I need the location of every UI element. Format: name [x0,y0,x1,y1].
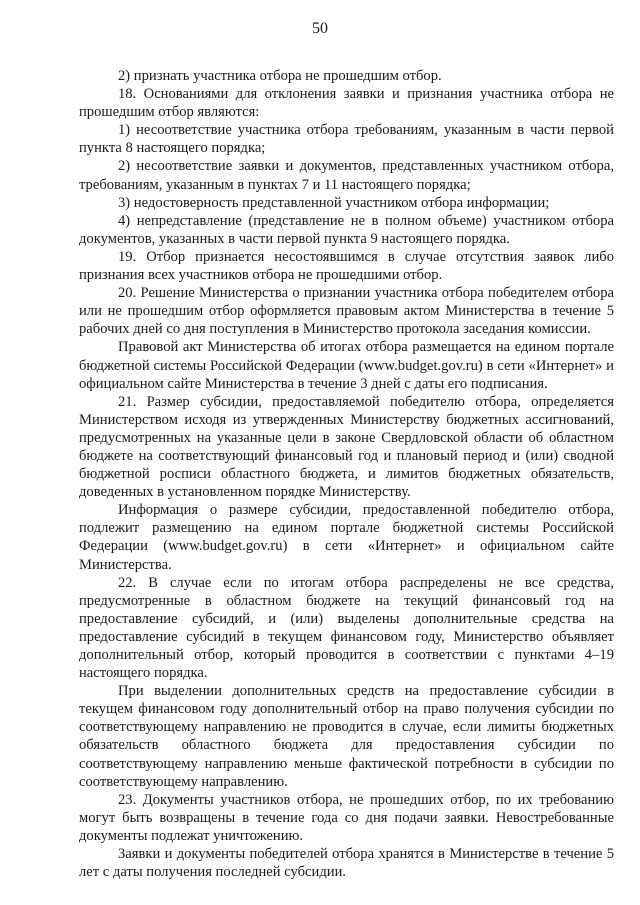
paragraph: Информация о размере субсидии, предоставленной победителю отбора, подлежит размещению на едином портале бюджетной системы Российской Федерации (www.budget.gov.ru) в сети «Интернет» и официальном сайте Министерства. [79,502,614,573]
paragraph: 4) непредставление (представление не в полном объеме) участником отбора документов, указанных в части первой пункта 9 настоящего порядка. [79,212,614,247]
document-body [79,67,614,881]
paragraph: 20. Решение Министерства о признании участника отбора победителем отбора или не прошедшим отбор оформляется правовым актом Министерства в течение 5 рабочих дней со дня поступления в Министерство протокола заседания комиссии. [79,285,614,338]
paragraph: 21. Размер субсидии, предоставляемой победителю отбора, определяется Министерством исходя из утвержденных Министерству бюджетных ассигнований, предусмотренных на указанные цели в законе Свердловской области об областном бюджете на соответствующий финансовый год и плановый период и (или) сводной бюджетной росписи областного бюджета, и лимитов бюджетных обязательств, доведенных в установленном порядке Министерству. [79,393,614,501]
paragraph: Правовой акт Министерства об итогах отбора размещается на едином портале бюджетной системы Российской Федерации (www.budget.gov.ru) в сети «Интернет» и официальном сайте Министерства в течение 3 дней с даты его подписания. [79,339,614,392]
paragraph: 1) несоответствие участника отбора требованиям, указанным в части первой пункта 8 настоящего порядка; [79,122,614,157]
paragraph: 23. Документы участников отбора, не прошедших отбор, по их требованию могут быть возвращены в течение года со дня подачи заявки. Невостребованные документы подлежат уничтожению. [79,791,614,844]
paragraph: При выделении дополнительных средств на предоставление субсидии в текущем финансовом году дополнительный отбор на право получения субсидии по соответствующему направлению не проводится в случае, если лимиты бюджетных обязательств областного бюджета для предоставления субсидии по соответствующему направлению меньше фактической потребности в субсидии по соответствующему направлению. [79,683,614,790]
page-number: 50 [312,20,328,37]
paragraph: Заявки и документы победителей отбора хранятся в Министерстве в течение 5 лет с даты получения последней субсидии. [79,846,614,881]
paragraph: 22. В случае если по итогам отбора распределены не все средства, предусмотренные в областном бюджете на текущий финансовый год на предоставление субсидий, и (или) выделены дополнительные средства на предоставление субсидий в текущем финансовом году, Министерство объявляет дополнительный отбор, который проводится в соответствии с пунктами 4–19 настоящего порядка. [79,574,614,682]
paragraph: 3) недостоверность представленной участником отбора информации; [118,194,550,211]
paragraph: 2) признать участника отбора не прошедшим отбор. [118,68,442,84]
paragraph: 19. Отбор признается несостоявшимся в случае отсутствия заявок либо признания всех участников отбора не прошедшими отбор. [79,248,614,284]
paragraph: 18. Основаниями для отклонения заявки и признания участника отбора не прошедшим отбор являются: [79,86,614,121]
paragraph: 2) несоответствие заявки и документов, представленных участником отбора, требованиям, указанным в пунктах 7 и 11 настоящего порядка; [79,158,614,193]
